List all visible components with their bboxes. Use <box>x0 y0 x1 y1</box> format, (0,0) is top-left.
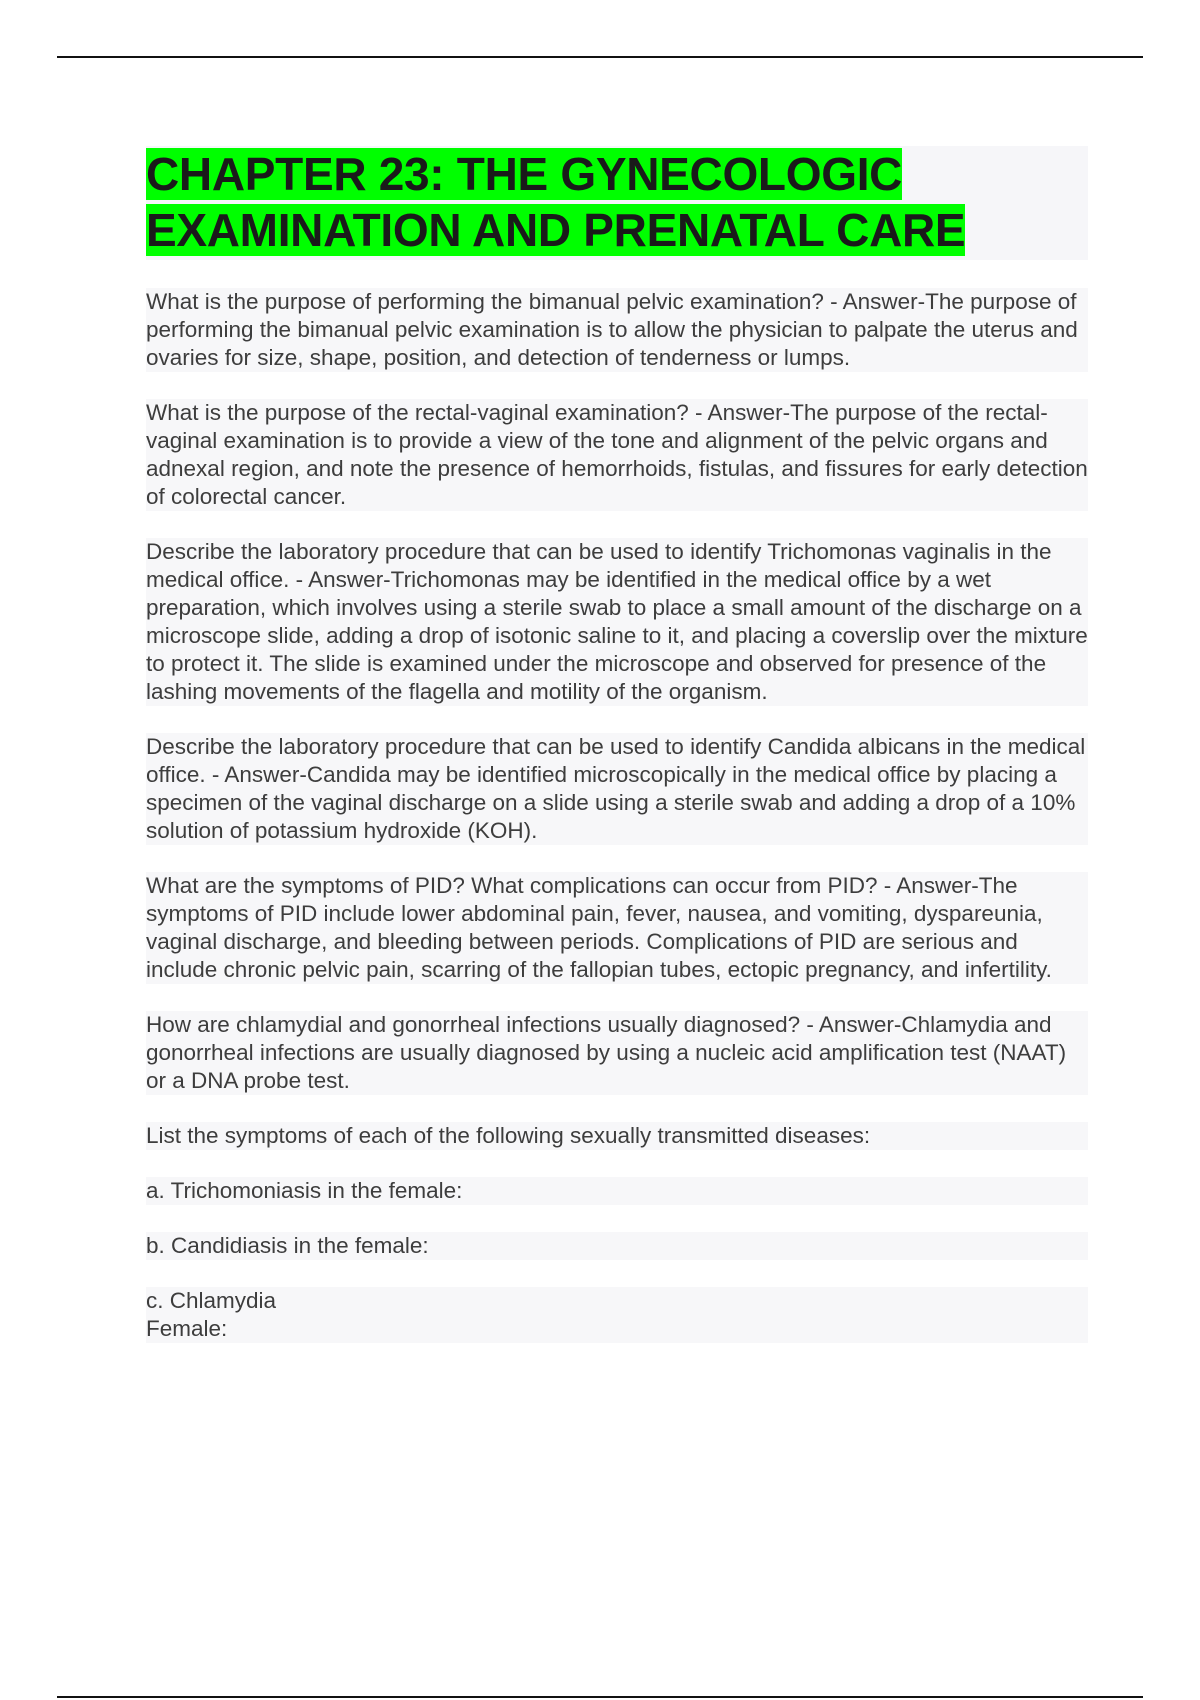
title-line-2: EXAMINATION AND PRENATAL CARE <box>146 204 966 256</box>
std-symptoms-prompt: List the symptoms of each of the following sexually transmitted diseases: <box>146 1122 1088 1150</box>
chapter-heading <box>146 146 1088 260</box>
qa-bimanual-exam: What is the purpose of performing the bimanual pelvic examination? - Answer-The purpose of performing the bimanual pelvic examination is to allow the physician to palpate the uterus and ovaries for size, shape, position, and detection of tenderness or lumps. <box>146 288 1088 372</box>
title-line-1: CHAPTER 23: THE GYNECOLOGIC <box>146 148 903 200</box>
list-item-candidiasis: b. Candidiasis in the female: <box>146 1232 1088 1260</box>
top-rule <box>57 56 1143 58</box>
list-item-trichomoniasis: a. Trichomoniasis in the female: <box>146 1177 1088 1205</box>
document-body <box>146 146 1088 1370</box>
qa-chlamydia-diagnosis: How are chlamydial and gonorrheal infections usually diagnosed? - Answer-Chlamydia and gonorrheal infections are usually diagnosed by using a nucleic acid amplification test (NAAT) or a DNA probe test. <box>146 1011 1088 1095</box>
qa-pid-symptoms: What are the symptoms of PID? What complications can occur from PID? - Answer-The symptoms of PID include lower abdominal pain, fever, nausea, and vomiting, dyspareunia, vaginal discharge, and bleeding between periods. Complications of PID are serious and include chronic pelvic pain, scarring of the fallopian tubes, ectopic pregnancy, and infertility. <box>146 872 1088 984</box>
qa-rectal-vaginal-exam: What is the purpose of the rectal-vaginal examination? - Answer-The purpose of the rectal-vaginal examination is to provide a view of the tone and alignment of the pelvic organs and adnexal region, and note the presence of hemorrhoids, fistulas, and fissures for early detection of colorectal cancer. <box>146 400 1088 509</box>
bottom-rule <box>57 1696 1143 1698</box>
chapter-title <box>146 146 1088 258</box>
female-label: Female: <box>146 1316 228 1341</box>
list-item-chlamydia <box>146 1287 1088 1343</box>
chlamydia-label: c. Chlamydia <box>146 1288 277 1313</box>
qa-trichomonas-procedure: Describe the laboratory procedure that can be used to identify Trichomonas vaginalis in the medical office. - Answer-Trichomonas may be identified in the medical office by a wet preparation, which involves using a sterile swab to place a small amount of the discharge on a microscope slide, adding a drop of isotonic saline to it, and placing a coverslip over the mixture to protect it. The slide is examined under the microscope and observed for presence of the lashing movements of the flagella and motility of the organism. <box>146 539 1088 704</box>
qa-candida-procedure: Describe the laboratory procedure that can be used to identify Candida albicans in the medical office. - Answer-Candida may be identified microscopically in the medical office by placing a specimen of the vaginal discharge on a slide using a sterile swab and adding a drop of a 10% solution of potassium hydroxide (KOH). <box>146 733 1088 845</box>
